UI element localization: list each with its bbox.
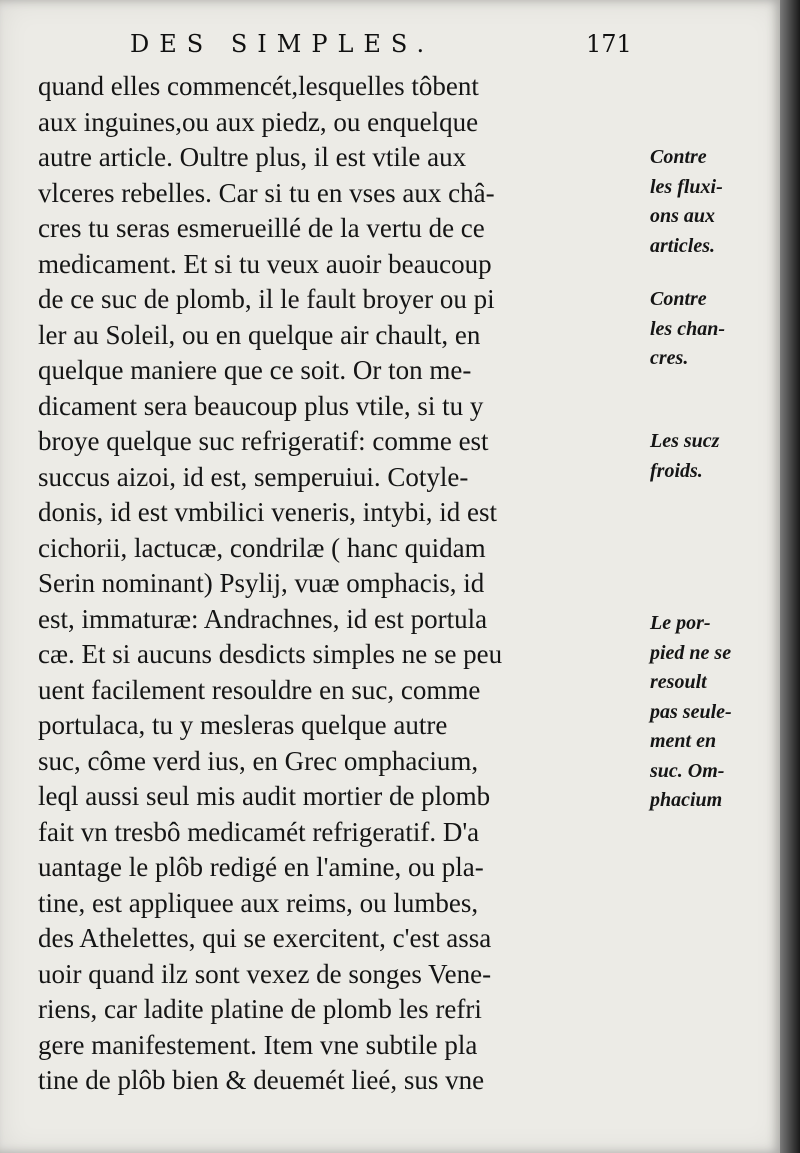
- marginal-note-line: ons aux: [650, 205, 716, 227]
- marginal-note-line: les fluxi-: [650, 175, 723, 198]
- text-line: quelque maniere que ce soit. Or ton me-: [38, 355, 472, 385]
- text-line: donis, id est vmbilici veneris, intybi, id est: [38, 497, 497, 527]
- text-line: tine de plôb bien & deuemét lieé, sus vne: [38, 1065, 485, 1095]
- text-line: cichorii, lactucæ, condrilæ ( hanc quidam: [38, 532, 486, 563]
- book-gutter-shadow: [780, 0, 800, 1153]
- text-line: est, immaturæ: Andrachnes, id est portula: [38, 603, 488, 634]
- text-line: medicament. Et si tu veux auoir beaucoup: [38, 248, 492, 279]
- marginal-note-line: les chan-: [650, 317, 725, 340]
- text-line: tine, est appliquee aux reims, ou lumbes,: [38, 887, 479, 918]
- text-line: riens, car ladite platine de plomb les refri: [38, 994, 482, 1024]
- marginal-note-line: pied ne se: [650, 641, 732, 664]
- text-line: vlceres rebelles. Car si tu en vses aux châ-: [38, 177, 495, 208]
- text-line: autre article. Oultre plus, il est vtile aux: [38, 142, 467, 172]
- text-line: fait vn tresbô medicamét refrigeratif. D'a: [38, 816, 480, 847]
- text-line: cres tu seras esmerueillé de la vertu de ce: [38, 213, 485, 243]
- marginal-note-chancres: [650, 285, 725, 374]
- text-line: leql aussi seul mis audit mortier de plomb: [38, 781, 491, 811]
- marginal-note-sucs-froids: [650, 427, 719, 486]
- marginal-note-line: Les sucz: [650, 430, 720, 452]
- marginal-note-line: articles.: [650, 234, 715, 257]
- body-text: [38, 69, 658, 1099]
- text-line: uantage le plôb redigé en l'amine, ou pla-: [38, 852, 484, 882]
- running-title: DES SIMPLES.: [130, 30, 435, 58]
- text-line: des Athelettes, qui se exercitent, c'est assa: [38, 923, 492, 953]
- text-line: aux inguines,ou aux piedz, ou enquelque: [38, 106, 479, 137]
- marginal-note-line: phacium: [650, 789, 723, 811]
- marginal-note-line: Contre: [650, 146, 707, 168]
- text-line: succus aizoi, id est, semperuiui. Cotyle-: [38, 461, 469, 492]
- marginal-note-fluxions: [650, 143, 723, 261]
- marginal-note-line: pas seule-: [650, 700, 732, 723]
- text-line: de ce suc de plomb, il le fault broyer ou pi: [38, 284, 495, 314]
- marginal-note-line: resoult: [650, 671, 707, 693]
- text-line: Serin nominant) Psylij, vuæ omphacis, id: [38, 568, 485, 598]
- marginal-note-line: suc. Om-: [650, 759, 725, 782]
- marginal-note-pourpied: [650, 609, 732, 816]
- text-line: gere manifestement. Item vne subtile pla: [38, 1029, 478, 1060]
- text-line: dicament sera beaucoup plus vtile, si tu y: [38, 390, 484, 421]
- text-line: quand elles commencét,lesquelles tôbent: [38, 71, 479, 101]
- marginal-note-line: froids.: [650, 459, 703, 482]
- marginal-note-line: Le por-: [650, 612, 711, 634]
- marginal-note-line: Contre: [650, 288, 707, 310]
- marginal-note-line: ment en: [650, 730, 717, 752]
- text-line: cæ. Et si aucuns desdicts simples ne se peu: [38, 639, 503, 669]
- text-line: ler au Soleil, ou en quelque air chault, en: [38, 319, 481, 350]
- text-line: portulaca, tu y mesleras quelque autre: [38, 710, 448, 740]
- text-line: uoir quand ilz sont vexez de songes Vene-: [38, 958, 492, 989]
- marginal-note-line: cres.: [650, 347, 689, 369]
- text-line: broye quelque suc refrigeratif: comme est: [38, 426, 489, 456]
- text-line: suc, côme verd ius, en Grec omphacium,: [38, 745, 479, 776]
- page-number: 171: [586, 30, 632, 58]
- text-line: uent facilement resouldre en suc, comme: [38, 674, 481, 705]
